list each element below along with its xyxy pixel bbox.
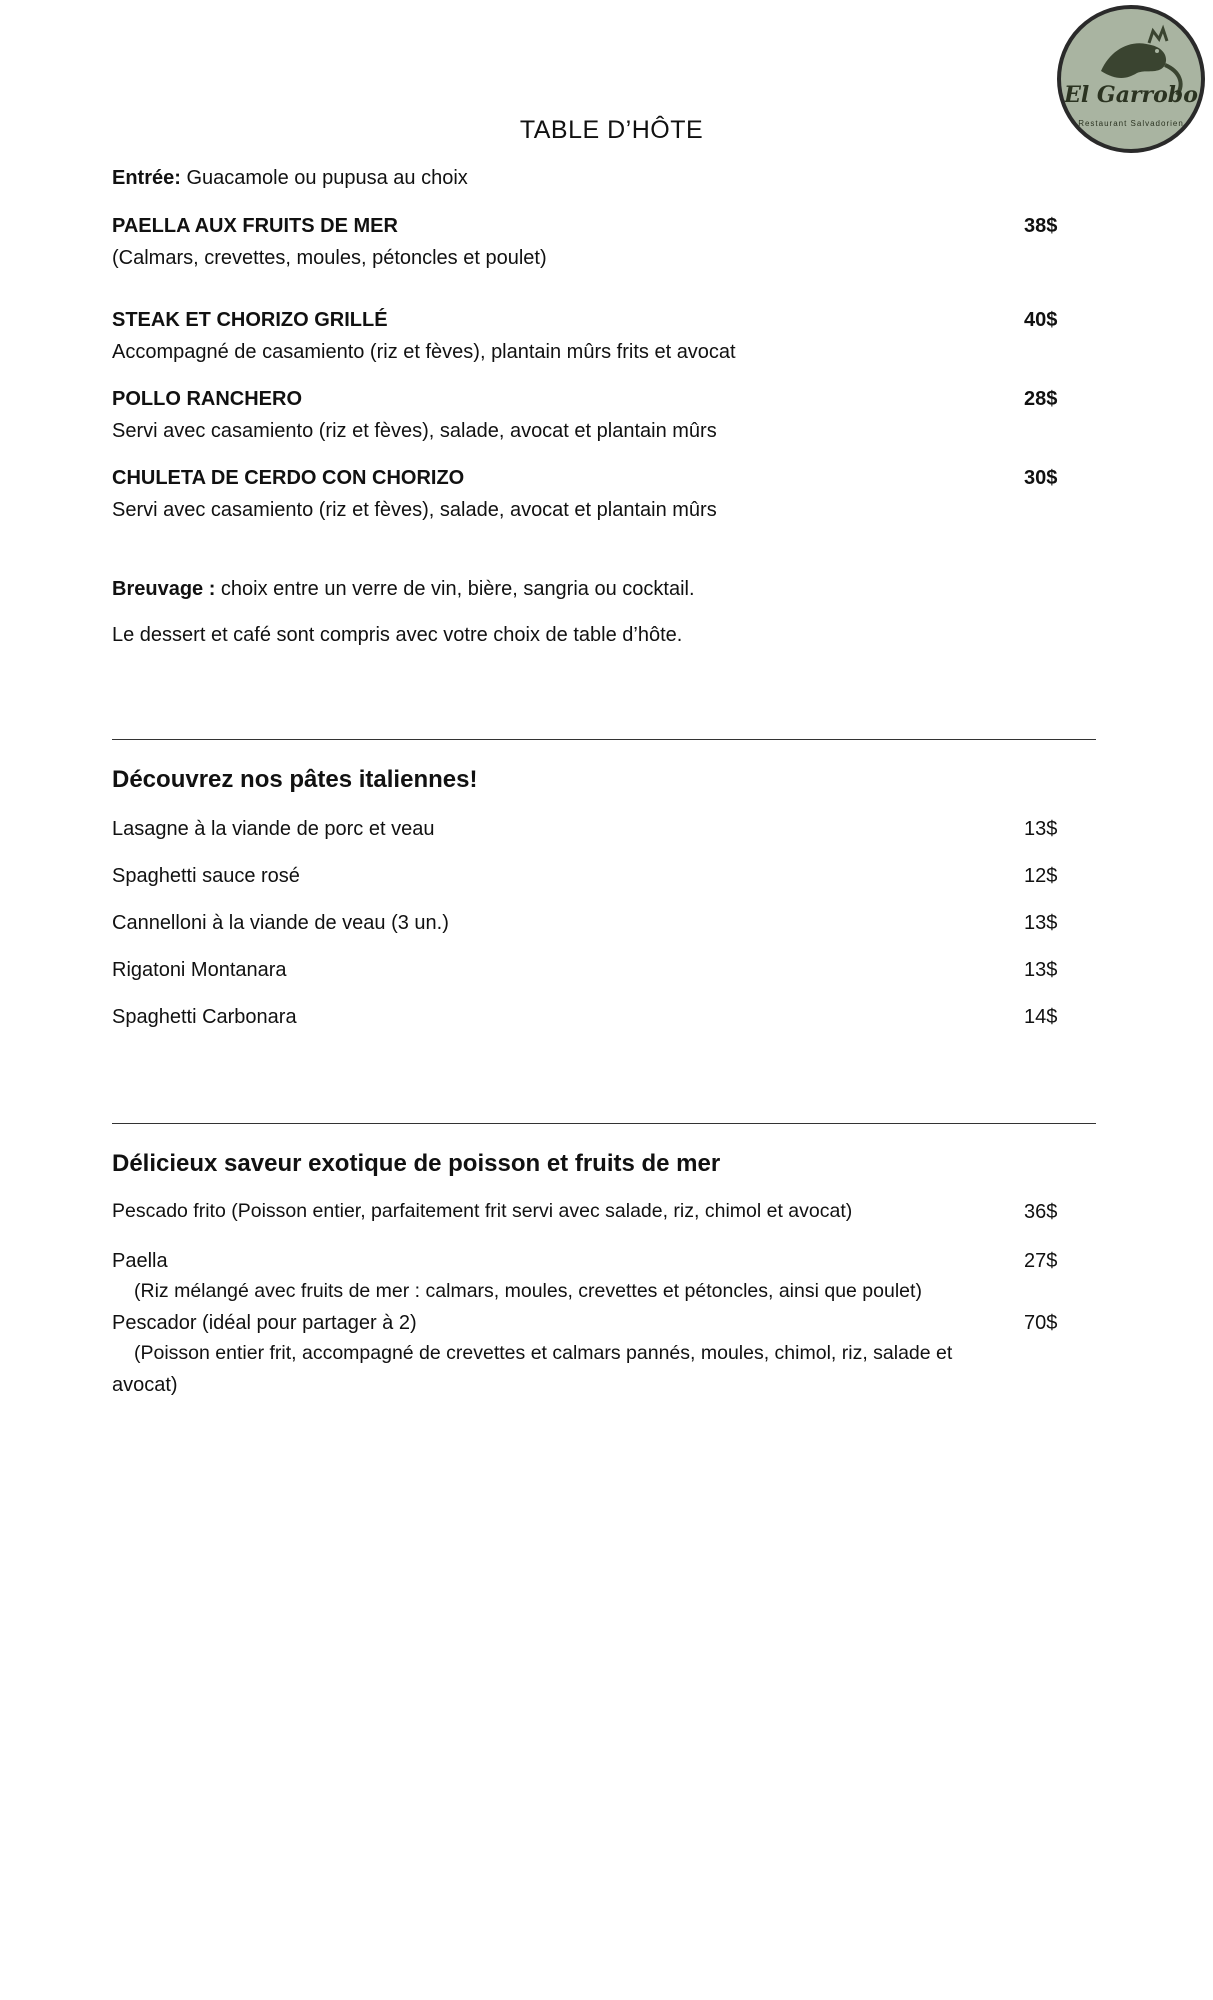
table-item-desc: Servi avec casamiento (riz et fèves), salade, avocat et plantain mûrs: [112, 499, 717, 521]
seafood-item-desc: (Poisson entier frit, accompagné de crevettes et calmars pannés, moules, chimol, riz, salade et: [134, 1342, 953, 1364]
table-item-name: CHULETA DE CERDO CON CHORIZO: [112, 467, 465, 489]
pasta-item-price: 13$: [1024, 912, 1058, 934]
table-item-name: PAELLA AUX FRUITS DE MER: [112, 215, 398, 237]
table-item-desc: Accompagné de casamiento (riz et fèves), plantain mûrs frits et avocat: [112, 341, 736, 363]
pasta-item-name: Rigatoni Montanara: [112, 959, 287, 981]
seafood-item-price: 27$: [1024, 1250, 1058, 1272]
seafood-item-name: Pescador (idéal pour partager à 2): [112, 1312, 417, 1334]
seafood-item-desc-continued: avocat): [112, 1374, 178, 1396]
breuvage-label: Breuvage :: [112, 578, 216, 600]
entree-label: Entrée:: [112, 167, 181, 189]
pasta-item-name: Spaghetti sauce rosé: [112, 865, 300, 887]
page-title: TABLE D’HÔTE: [519, 116, 704, 144]
table-item-price: 30$: [1024, 467, 1058, 489]
seafood-item-price: 70$: [1024, 1312, 1058, 1334]
seafood-item-name: Paella: [112, 1250, 168, 1272]
section-divider: [112, 739, 1096, 740]
seafood-item-desc: (Riz mélangé avec fruits de mer : calmars, moules, crevettes et pétoncles, ainsi que poulet): [134, 1280, 922, 1302]
breuvage-line: [112, 576, 695, 602]
pasta-item-price: 12$: [1024, 865, 1058, 887]
pasta-item-name: Lasagne à la viande de porc et veau: [112, 818, 435, 840]
seafood-item-name: Pescado frito (Poisson entier, parfaitement frit servi avec salade, riz, chimol et avocat): [112, 1200, 853, 1222]
logo-name: El Garrobo: [1064, 82, 1198, 108]
table-item-name: POLLO RANCHERO: [112, 388, 302, 410]
seafood-item-price: 36$: [1024, 1201, 1058, 1223]
section-divider: [112, 1123, 1096, 1124]
breuvage-text: choix entre un verre de vin, bière, sangria ou cocktail.: [215, 578, 695, 600]
logo-subtitle: Restaurant Salvadorien: [1078, 119, 1184, 128]
seafood-heading: Délicieux saveur exotique de poisson et fruits de mer: [112, 1150, 721, 1177]
dessert-note: Le dessert et café sont compris avec votre choix de table d’hôte.: [112, 624, 683, 646]
table-item-price: 28$: [1024, 388, 1058, 410]
pasta-item-name: Cannelloni à la viande de veau (3 un.): [112, 912, 449, 934]
pasta-item-price: 13$: [1024, 818, 1058, 840]
pasta-heading: Découvrez nos pâtes italiennes!: [112, 766, 478, 793]
entree-text: Guacamole ou pupusa au choix: [180, 167, 468, 189]
table-item-name: STEAK ET CHORIZO GRILLÉ: [112, 309, 388, 331]
table-item-price: 40$: [1024, 309, 1058, 331]
entree-line: [112, 165, 468, 191]
table-item-desc: (Calmars, crevettes, moules, pétoncles et poulet): [112, 247, 547, 269]
table-item-price: 38$: [1024, 215, 1058, 237]
table-item-desc: Servi avec casamiento (riz et fèves), salade, avocat et plantain mûrs: [112, 420, 717, 442]
pasta-item-price: 13$: [1024, 959, 1058, 981]
pasta-item-price: 14$: [1024, 1006, 1058, 1028]
pasta-item-name: Spaghetti Carbonara: [112, 1006, 297, 1028]
